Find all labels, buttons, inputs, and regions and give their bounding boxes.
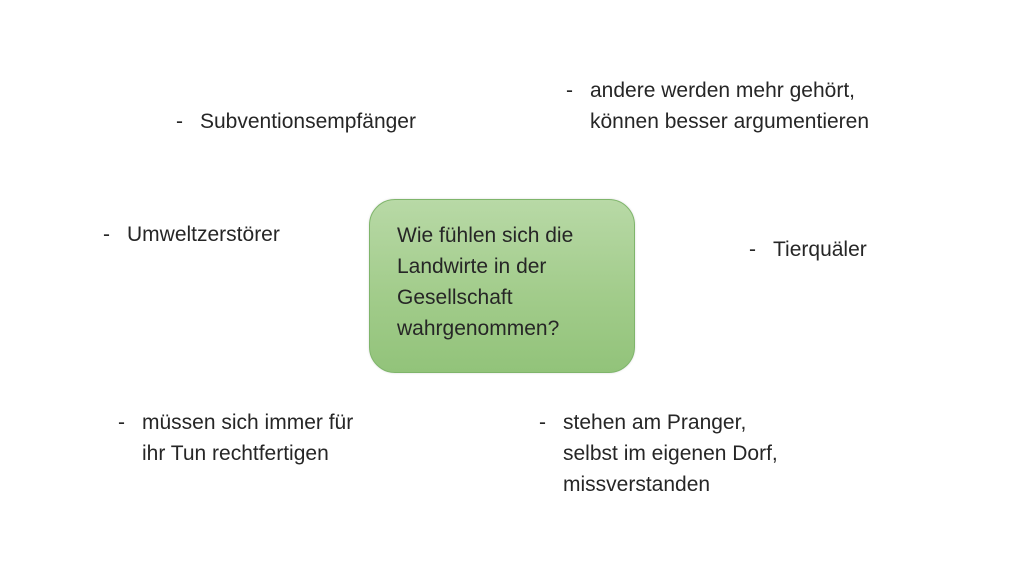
dash-bullet: - <box>103 223 110 246</box>
item-muessen-sich-rechtfertigen <box>118 407 353 469</box>
item-text-line: stehen am Pranger, <box>563 411 747 434</box>
item-text-line: Umweltzerstörer <box>127 223 280 246</box>
dash-bullet: - <box>176 110 183 133</box>
item-umweltzerstoerer <box>103 219 280 250</box>
item-stehen-am-pranger <box>539 407 778 500</box>
item-text-line: selbst im eigenen Dorf, <box>563 442 778 465</box>
item-text-line: andere werden mehr gehört, <box>590 79 855 102</box>
item-tierquaeler <box>749 234 867 265</box>
question-line: wahrgenommen? <box>397 317 560 340</box>
question-line: Gesellschaft <box>397 286 513 309</box>
central-question-box <box>369 199 635 373</box>
central-question-text <box>397 220 573 344</box>
item-subventionsempfaenger <box>176 106 416 137</box>
item-andere-werden-mehr-gehoert <box>566 75 869 137</box>
question-line: Wie fühlen sich die <box>397 224 574 247</box>
dash-bullet: - <box>749 238 756 261</box>
item-text-line: Tierquäler <box>773 238 867 261</box>
dash-bullet: - <box>539 411 546 434</box>
item-text-line: ihr Tun rechtfertigen <box>142 442 329 465</box>
item-text-line: können besser argumentieren <box>590 110 870 133</box>
item-text-line: missverstanden <box>563 473 711 496</box>
question-line: Landwirte in der <box>397 255 547 278</box>
dash-bullet: - <box>566 79 573 102</box>
item-text-line: müssen sich immer für <box>142 411 354 434</box>
item-text-line: Subventionsempfänger <box>200 110 416 133</box>
dash-bullet: - <box>118 411 125 434</box>
